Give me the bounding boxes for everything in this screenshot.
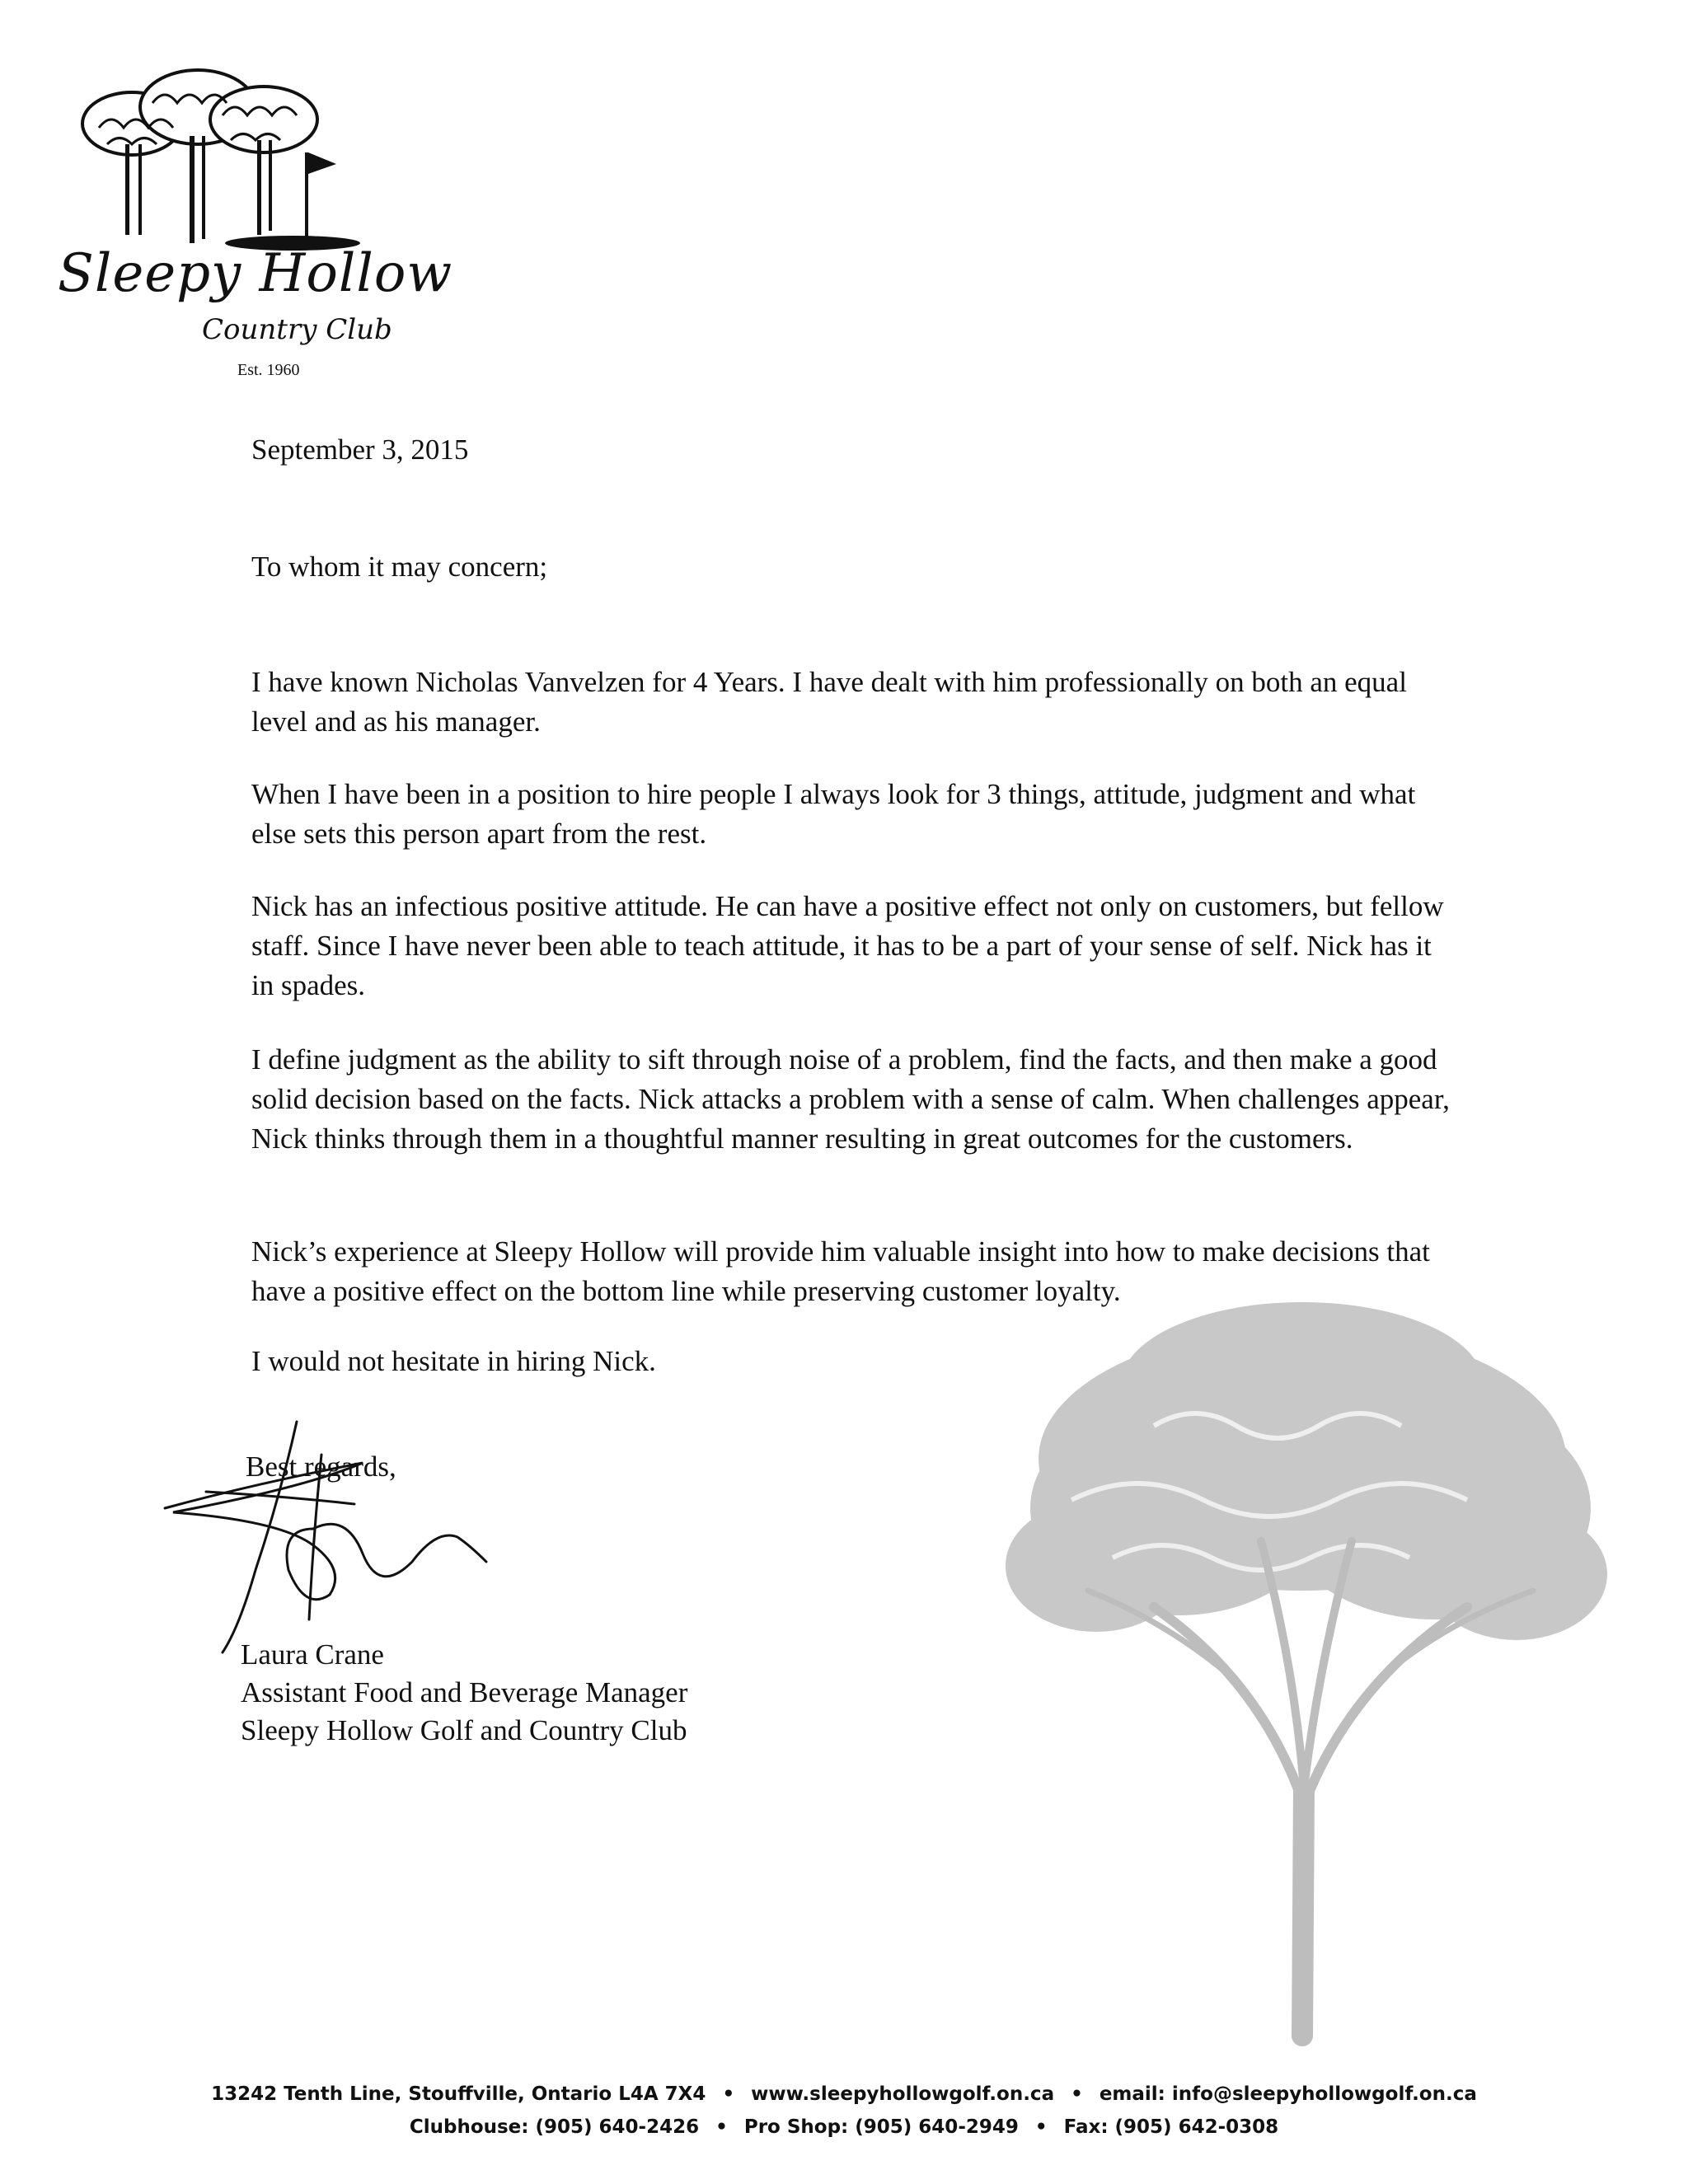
footer-email: email: info@sleepyhollowgolf.on.ca <box>1099 2083 1477 2105</box>
paragraph: Nick’s experience at Sleepy Hollow will provide him valuable insight into how to make decisions that have a positive effect on the bottom line while preserving customer loyalty. <box>251 1235 1430 1307</box>
signature-block <box>241 1636 687 1750</box>
bullet-separator-icon: • <box>1034 2116 1048 2138</box>
paragraph: I define judgment as the ability to sift through noise of a problem, find the facts, and then make a good solid decision based on the facts. Nick attacks a problem with a sense of calm. When challenges appear, Nick thinks through them in a thoughtful manner resulting in great outcomes for the customers. <box>251 1043 1450 1155</box>
paragraph: I would not hesitate in hiring Nick. <box>251 1345 656 1377</box>
footer-contact-line-2 <box>0 2116 1688 2138</box>
letter-date: September 3, 2015 <box>251 434 469 466</box>
bullet-separator-icon: • <box>715 2116 728 2138</box>
closing: Best regards, <box>246 1451 396 1483</box>
paragraph: When I have been in a position to hire people I always look for 3 things, attitude, judgment and what else sets this person apart from the rest. <box>251 778 1416 850</box>
tree-watermark-icon <box>989 1294 1615 2052</box>
club-subtitle: Country Club <box>202 313 392 346</box>
footer-fax: Fax: (905) 642-0308 <box>1063 2116 1279 2138</box>
signer-name: Laura Crane <box>241 1638 384 1671</box>
established-year: Est. 1960 <box>237 361 300 379</box>
signer-title: Assistant Food and Beverage Manager <box>241 1676 688 1708</box>
paragraph: Nick has an infectious positive attitude. He can have a positive effect not only on customers, but fellow staff. Since I have never been able to teach attitude, it has to be a part of your sense of self. Nick has it in spades. <box>251 890 1444 1001</box>
footer-address: 13242 Tenth Line, Stouffville, Ontario L4A 7X4 <box>211 2083 706 2105</box>
footer-contact-line-1 <box>0 2083 1688 2105</box>
paragraph: I have known Nicholas Vanvelzen for 4 Years. I have dealt with him professionally on both an equal level and as his manager. <box>251 666 1407 738</box>
club-name: Sleepy Hollow <box>58 243 453 304</box>
bullet-separator-icon: • <box>722 2083 735 2105</box>
footer-pro-shop-phone: Pro Shop: (905) 640-2949 <box>743 2116 1019 2138</box>
trees-golf-flag-logo-icon <box>74 62 371 251</box>
bullet-separator-icon: • <box>1071 2083 1083 2105</box>
signer-organization: Sleepy Hollow Golf and Country Club <box>241 1714 687 1746</box>
footer-website: www.sleepyhollowgolf.on.ca <box>751 2083 1055 2105</box>
footer-clubhouse-phone: Clubhouse: (905) 640-2426 <box>409 2116 700 2138</box>
salutation: To whom it may concern; <box>251 551 548 583</box>
